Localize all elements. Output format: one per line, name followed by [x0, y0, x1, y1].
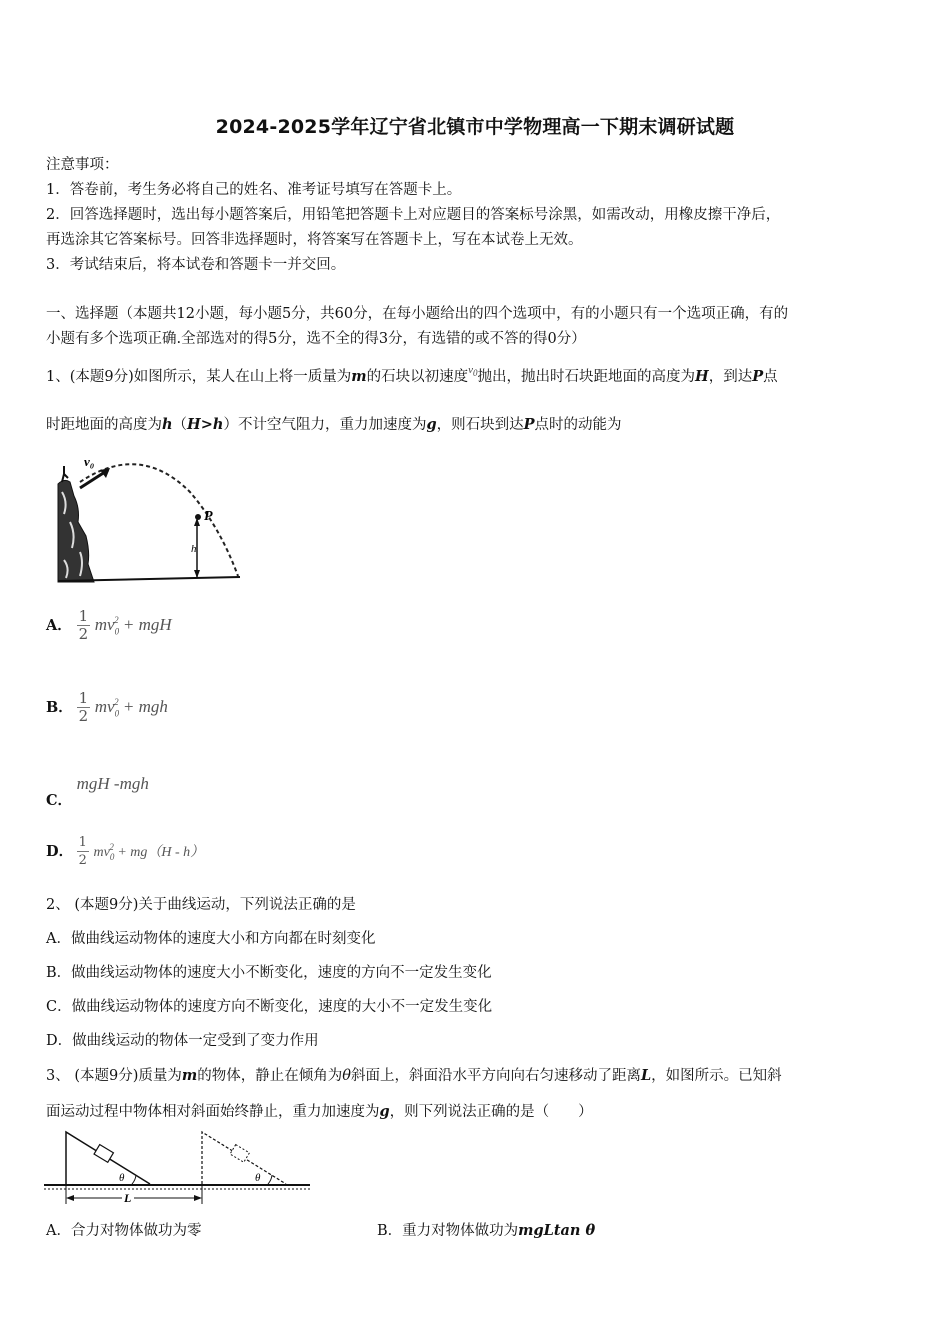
- q1-option-b[interactable]: B． $\frac{1}{2}$ $mv_0^2$ + mgh: [46, 689, 168, 725]
- point-p: [195, 514, 201, 520]
- fig-p-label: P: [204, 509, 213, 524]
- q2-stem: 2、 (本题9分)关于曲线运动，下列说法正确的是: [46, 897, 356, 913]
- q1-option-c[interactable]: C． mgH -mgh: [46, 774, 149, 809]
- section1-line1: 一、选择题（本题共12小题，每小题5分，共60分，在每小题给出的四个选项中，有的小题只有一个选项正确，有的: [46, 306, 789, 322]
- block-dashed: [230, 1145, 249, 1163]
- person-figure: [62, 466, 68, 482]
- notice-item-1: 1．答卷前，考生务必将自己的姓名、准考证号填写在答题卡上。: [46, 182, 462, 198]
- q1-stem-line1: 1、(本题9分)如图所示，某人在山上将一质量为m的石块以初速度$^{v_0}$抛出，抛出时石块距地面的高度为H，到达P点: [46, 364, 778, 385]
- q2-option-d[interactable]: D．做曲线运动的物体一定受到了变力作用: [46, 1033, 319, 1049]
- notice-heading: 注意事项：: [46, 157, 119, 173]
- q3-stem-line2: 面运动过程中物体相对斜面始终静止，重力加速度为g，则下列说法正确的是（ ）: [46, 1103, 593, 1120]
- q2-option-a[interactable]: A．做曲线运动物体的速度大小和方向都在时刻变化: [46, 931, 376, 947]
- notice-item-2a: 2．回答选择题时，选出每小题答案后，用铅笔把答题卡上对应题目的答案标号涂黑，如需改动，用橡皮擦干净后，: [46, 207, 781, 223]
- notice-item-3: 3．考试结束后，将本试卷和答题卡一并交回。: [46, 257, 346, 273]
- q3-stem-line1: 3、 (本题9分)质量为m的物体，静止在倾角为θ斜面上，斜面沿水平方向向右匀速移动了距离L，如图所示。已知斜: [46, 1067, 782, 1084]
- q1-projectile-figure: [50, 452, 250, 587]
- section1-line2: 小题有多个选项正确.全部选对的得5分，选不全的得3分，有选错的或不答的得0分）: [46, 331, 586, 347]
- theta-label-1: θ: [119, 1172, 125, 1184]
- q1-stem-line2: 时距地面的高度为h（H>h）不计空气阻力，重力加速度为g，则石块到达P点时的动能为: [46, 416, 622, 433]
- q2-option-b[interactable]: B．做曲线运动物体的速度大小不断变化，速度的方向不一定发生变化: [46, 965, 492, 981]
- q3-incline-figure: [44, 1128, 314, 1208]
- theta-label-2: θ: [255, 1172, 261, 1184]
- fig-v0-label: v₀: [84, 454, 95, 469]
- page-title: 2024-2025学年辽宁省北镇市中学物理高一下期末调研试题: [215, 116, 735, 138]
- q2-option-c[interactable]: C．做曲线运动物体的速度方向不断变化，速度的大小不一定发生变化: [46, 999, 493, 1015]
- q1-option-a[interactable]: A． $\frac{1}{2}$ $mv_0^2$ + mgH: [46, 607, 172, 643]
- notice-item-2b: 再选涂其它答案标号。回答非选择题时，将答案写在答题卡上，写在本试卷上无效。: [46, 232, 583, 248]
- trajectory-dashed: [80, 464, 238, 576]
- q3-option-a[interactable]: A．合力对物体做功为零: [46, 1223, 202, 1239]
- L-label: L: [124, 1191, 132, 1205]
- q3-option-b[interactable]: B．重力对物体做功为mgLtan θ: [377, 1222, 596, 1239]
- fig-h-label: h: [191, 543, 197, 555]
- q1-option-d[interactable]: D． $\frac{1}{2}$ $mv_0^2 + mg(H - h)$: [46, 835, 205, 868]
